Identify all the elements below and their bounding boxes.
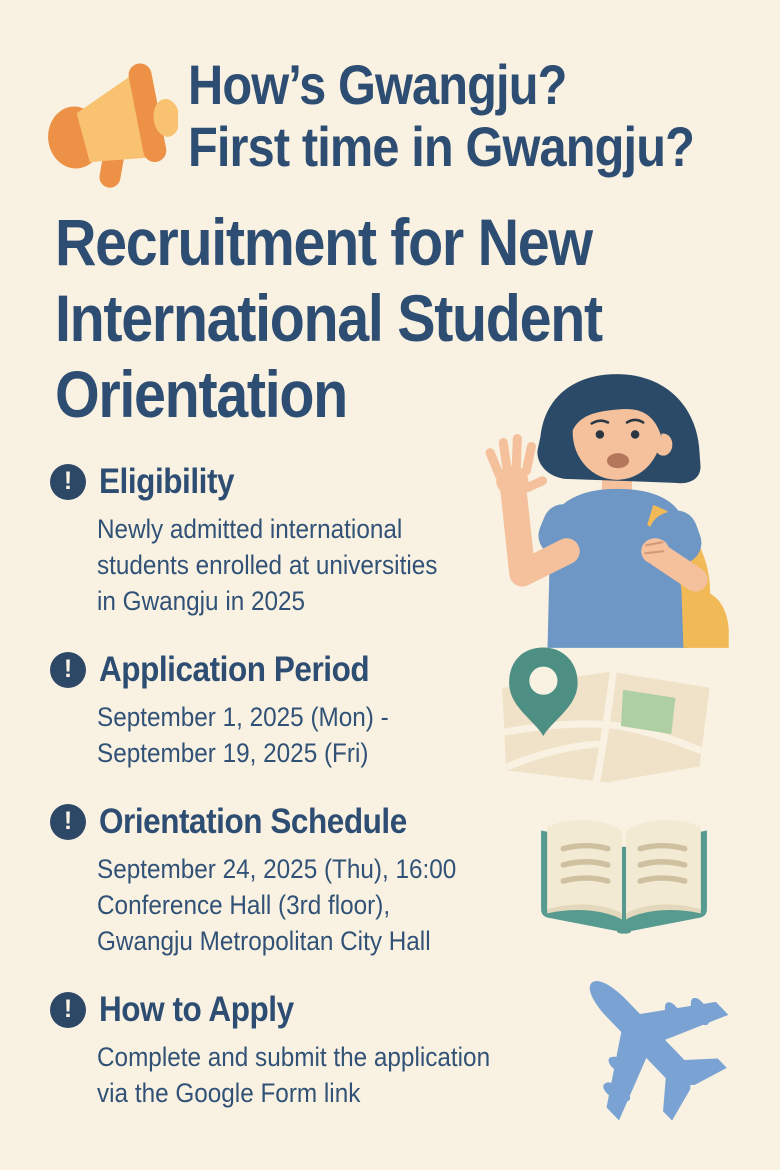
page-title-line2: International Student	[55, 281, 602, 355]
page-title-line3: Orientation	[55, 357, 347, 431]
exclamation-circle-icon: !	[50, 652, 86, 688]
student-waving-illustration	[468, 366, 770, 648]
exclamation-circle-icon: !	[50, 804, 86, 840]
section-body: September 1, 2025 (Mon) - September 19, 2025 (Fri)	[97, 702, 389, 768]
section-title: Orientation Schedule	[99, 802, 407, 841]
page-title-line1: Recruitment for New	[55, 205, 592, 279]
section-body: Newly admitted international students enrolled at universities in Gwangju in 2025	[97, 514, 438, 616]
header-tagline	[188, 54, 694, 178]
map-with-pin-illustration	[490, 645, 762, 797]
exclamation-circle-icon: !	[50, 992, 86, 1028]
exclamation-circle-icon: !	[50, 464, 86, 500]
poster-header	[0, 0, 780, 190]
airplane-icon	[520, 948, 776, 1133]
header-tagline-line2: First time in Gwangju?	[188, 115, 694, 178]
section-body: Complete and submit the application via the Google Form link	[97, 1042, 491, 1108]
header-tagline-line1: How’s Gwangju?	[188, 53, 567, 116]
section-title: How to Apply	[99, 990, 294, 1029]
section-title: Eligibility	[99, 462, 235, 501]
section-title: Application Period	[99, 650, 370, 689]
section-body: September 24, 2025 (Thu), 16:00 Conference Hall (3rd floor), Gwangju Metropolitan City Hall	[97, 854, 457, 956]
open-book-illustration	[533, 812, 715, 936]
megaphone-icon	[38, 50, 178, 190]
